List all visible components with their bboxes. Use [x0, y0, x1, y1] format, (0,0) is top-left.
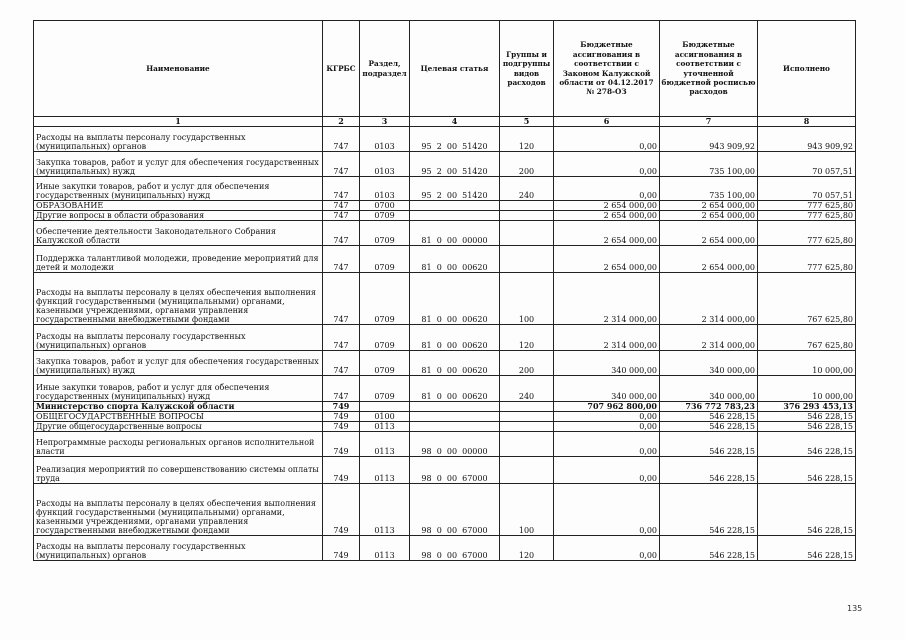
- row-budget-updated: 340 000,00: [660, 376, 758, 402]
- row-budget-law: 2 314 000,00: [554, 325, 660, 351]
- row-name: Другие общегосударственные вопросы: [34, 422, 323, 432]
- row-kgrbs: 747: [323, 177, 360, 201]
- row-budget-updated: 735 100,00: [660, 152, 758, 177]
- row-executed: 546 228,15: [758, 432, 856, 457]
- column-number: 1: [34, 117, 323, 127]
- row-name: Закупка товаров, работ и услуг для обеспечения государственных (муниципальных) нужд: [34, 351, 323, 376]
- row-name: Расходы на выплаты персоналу в целях обеспечения выполнения функций государственными (муниципальными) органами, казенными учреждениями, органами управления государственными внебюджетными фондами: [34, 484, 323, 536]
- table-row: [34, 402, 856, 412]
- row-kgrbs: 749: [323, 484, 360, 536]
- row-kgrbs: 747: [323, 201, 360, 211]
- row-budget-law: 340 000,00: [554, 351, 660, 376]
- row-target: [410, 211, 500, 221]
- row-executed: 546 228,15: [758, 484, 856, 536]
- row-kgrbs: 747: [323, 246, 360, 273]
- table-row: [34, 325, 856, 351]
- row-executed: 546 228,15: [758, 422, 856, 432]
- row-budget-law: 707 962 800,00: [554, 402, 660, 412]
- row-kgrbs: 747: [323, 376, 360, 402]
- row-budget-law: 2 314 000,00: [554, 273, 660, 325]
- row-razdel: 0709: [360, 246, 410, 273]
- row-target: 81 0 00 00620: [410, 273, 500, 325]
- row-kgrbs: 749: [323, 402, 360, 412]
- table-row: [34, 127, 856, 152]
- row-kgrbs: 747: [323, 221, 360, 246]
- row-budget-updated: 546 228,15: [660, 484, 758, 536]
- row-vr: 100: [500, 273, 554, 325]
- column-number: 7: [660, 117, 758, 127]
- row-budget-law: 0,00: [554, 432, 660, 457]
- row-budget-updated: 2 314 000,00: [660, 325, 758, 351]
- header-target: Целевая статья: [410, 21, 500, 117]
- row-razdel: 0103: [360, 152, 410, 177]
- row-vr: 120: [500, 325, 554, 351]
- row-target: 81 0 00 00620: [410, 351, 500, 376]
- row-executed: 767 625,80: [758, 325, 856, 351]
- row-budget-law: 0,00: [554, 484, 660, 536]
- table-row: [34, 536, 856, 561]
- table-row: [34, 422, 856, 432]
- row-razdel: 0100: [360, 412, 410, 422]
- table-row: [34, 201, 856, 211]
- row-budget-updated: 546 228,15: [660, 422, 758, 432]
- row-budget-law: 0,00: [554, 412, 660, 422]
- table-row: [34, 177, 856, 201]
- row-executed: 546 228,15: [758, 412, 856, 422]
- row-target: 81 0 00 00000: [410, 221, 500, 246]
- row-kgrbs: 749: [323, 432, 360, 457]
- row-kgrbs: 747: [323, 211, 360, 221]
- row-razdel: 0709: [360, 351, 410, 376]
- row-name: Иные закупки товаров, работ и услуг для обеспечения государственных (муниципальных) нужд: [34, 177, 323, 201]
- row-target: 98 0 00 67000: [410, 457, 500, 484]
- header-groups: Группы и подгруппы видов расходов: [500, 21, 554, 117]
- row-vr: [500, 221, 554, 246]
- row-budget-law: 2 654 000,00: [554, 221, 660, 246]
- row-budget-updated: 943 909,92: [660, 127, 758, 152]
- row-vr: 240: [500, 177, 554, 201]
- row-executed: 376 293 453,13: [758, 402, 856, 412]
- row-target: [410, 201, 500, 211]
- row-budget-updated: 736 772 783,23: [660, 402, 758, 412]
- row-name: Расходы на выплаты персоналу в целях обеспечения выполнения функций государственными (муниципальными) органами, казенными учреждениями, органами управления государственными внебюджетными фондами: [34, 273, 323, 325]
- table-row: [34, 376, 856, 402]
- row-target: 98 0 00 00000: [410, 432, 500, 457]
- row-executed: 777 625,80: [758, 221, 856, 246]
- row-razdel: 0103: [360, 177, 410, 201]
- table-row: [34, 211, 856, 221]
- table-row: [34, 246, 856, 273]
- table-row: [34, 457, 856, 484]
- header-executed: Исполнено: [758, 21, 856, 117]
- table-body: [34, 127, 856, 561]
- table-row: [34, 221, 856, 246]
- row-vr: [500, 402, 554, 412]
- row-name: Другие вопросы в области образования: [34, 211, 323, 221]
- row-target: 81 0 00 00620: [410, 325, 500, 351]
- row-budget-law: 2 654 000,00: [554, 201, 660, 211]
- row-vr: 120: [500, 536, 554, 561]
- row-vr: [500, 457, 554, 484]
- column-number: 6: [554, 117, 660, 127]
- row-budget-updated: 546 228,15: [660, 412, 758, 422]
- row-name: ОБРАЗОВАНИЕ: [34, 201, 323, 211]
- row-executed: 70 057,51: [758, 177, 856, 201]
- row-budget-law: 0,00: [554, 177, 660, 201]
- row-kgrbs: 749: [323, 422, 360, 432]
- row-razdel: 0709: [360, 376, 410, 402]
- row-budget-law: 0,00: [554, 536, 660, 561]
- row-target: 81 0 00 00620: [410, 376, 500, 402]
- row-name: Закупка товаров, работ и услуг для обеспечения государственных (муниципальных) нужд: [34, 152, 323, 177]
- row-executed: 777 625,80: [758, 211, 856, 221]
- row-kgrbs: 747: [323, 152, 360, 177]
- row-target: 98 0 00 67000: [410, 484, 500, 536]
- row-name: Обеспечение деятельности Законодательного Собрания Калужской области: [34, 221, 323, 246]
- row-budget-updated: 546 228,15: [660, 432, 758, 457]
- row-executed: 70 057,51: [758, 152, 856, 177]
- row-vr: [500, 422, 554, 432]
- row-vr: [500, 432, 554, 457]
- row-budget-updated: 735 100,00: [660, 177, 758, 201]
- row-budget-updated: 2 654 000,00: [660, 246, 758, 273]
- column-number: 2: [323, 117, 360, 127]
- row-budget-law: 0,00: [554, 422, 660, 432]
- row-razdel: 0709: [360, 211, 410, 221]
- header-budget-law: Бюджетные ассигнования в соответствии с Законом Калужской области от 04.12.2017 № 278-ОЗ: [554, 21, 660, 117]
- table-header-row: [34, 21, 856, 117]
- header-razdel: Раздел, подраздел: [360, 21, 410, 117]
- row-kgrbs: 747: [323, 127, 360, 152]
- row-executed: 546 228,15: [758, 536, 856, 561]
- row-budget-updated: 546 228,15: [660, 457, 758, 484]
- row-kgrbs: 747: [323, 351, 360, 376]
- column-number: 3: [360, 117, 410, 127]
- budget-execution-table: [33, 20, 856, 561]
- row-executed: 777 625,80: [758, 246, 856, 273]
- table-row: [34, 484, 856, 536]
- row-razdel: 0700: [360, 201, 410, 211]
- row-kgrbs: 749: [323, 412, 360, 422]
- row-razdel: [360, 402, 410, 412]
- row-vr: 200: [500, 351, 554, 376]
- row-vr: [500, 201, 554, 211]
- row-executed: 10 000,00: [758, 351, 856, 376]
- row-executed: 767 625,80: [758, 273, 856, 325]
- row-budget-updated: 2 654 000,00: [660, 201, 758, 211]
- row-razdel: 0113: [360, 432, 410, 457]
- row-kgrbs: 747: [323, 273, 360, 325]
- row-name: Поддержка талантливой молодежи, проведение мероприятий для детей и молодежи: [34, 246, 323, 273]
- page-number: 135: [847, 604, 863, 613]
- row-target: 95 2 00 51420: [410, 177, 500, 201]
- row-vr: 120: [500, 127, 554, 152]
- row-kgrbs: 747: [323, 325, 360, 351]
- row-vr: 200: [500, 152, 554, 177]
- table-row: [34, 152, 856, 177]
- row-executed: 777 625,80: [758, 201, 856, 211]
- row-razdel: 0103: [360, 127, 410, 152]
- row-name: Непрограммные расходы региональных органов исполнительной власти: [34, 432, 323, 457]
- row-executed: 943 909,92: [758, 127, 856, 152]
- row-razdel: 0113: [360, 422, 410, 432]
- row-budget-updated: 340 000,00: [660, 351, 758, 376]
- table-row: [34, 432, 856, 457]
- row-razdel: 0709: [360, 273, 410, 325]
- row-budget-updated: 2 654 000,00: [660, 221, 758, 246]
- row-budget-updated: 2 314 000,00: [660, 273, 758, 325]
- row-name: ОБЩЕГОСУДАРСТВЕННЫЕ ВОПРОСЫ: [34, 412, 323, 422]
- row-target: 98 0 00 67000: [410, 536, 500, 561]
- row-budget-updated: 2 654 000,00: [660, 211, 758, 221]
- row-razdel: 0113: [360, 536, 410, 561]
- row-budget-law: 0,00: [554, 457, 660, 484]
- row-target: 95 2 00 51420: [410, 152, 500, 177]
- row-vr: 100: [500, 484, 554, 536]
- table-row: [34, 273, 856, 325]
- row-budget-law: 2 654 000,00: [554, 246, 660, 273]
- column-number: 4: [410, 117, 500, 127]
- row-razdel: 0709: [360, 221, 410, 246]
- row-executed: 546 228,15: [758, 457, 856, 484]
- row-name: Иные закупки товаров, работ и услуг для обеспечения государственных (муниципальных) нужд: [34, 376, 323, 402]
- row-target: [410, 412, 500, 422]
- row-budget-updated: 546 228,15: [660, 536, 758, 561]
- table-row: [34, 412, 856, 422]
- row-target: [410, 402, 500, 412]
- row-name: Расходы на выплаты персоналу государственных (муниципальных) органов: [34, 536, 323, 561]
- row-name: Расходы на выплаты персоналу государственных (муниципальных) органов: [34, 325, 323, 351]
- row-vr: [500, 246, 554, 273]
- row-razdel: 0113: [360, 457, 410, 484]
- row-vr: [500, 211, 554, 221]
- column-number-row: [34, 117, 856, 127]
- row-kgrbs: 749: [323, 536, 360, 561]
- row-budget-law: 0,00: [554, 152, 660, 177]
- row-executed: 10 000,00: [758, 376, 856, 402]
- row-razdel: 0113: [360, 484, 410, 536]
- row-budget-law: 340 000,00: [554, 376, 660, 402]
- table-row: [34, 351, 856, 376]
- row-vr: [500, 412, 554, 422]
- row-name: Реализация мероприятий по совершенствованию системы оплаты труда: [34, 457, 323, 484]
- column-number: 5: [500, 117, 554, 127]
- row-name: Министерство спорта Калужской области: [34, 402, 323, 412]
- row-budget-law: 0,00: [554, 127, 660, 152]
- row-kgrbs: 749: [323, 457, 360, 484]
- row-target: 81 0 00 00620: [410, 246, 500, 273]
- column-number: 8: [758, 117, 856, 127]
- header-kgrbs: КГРБС: [323, 21, 360, 117]
- row-name: Расходы на выплаты персоналу государственных (муниципальных) органов: [34, 127, 323, 152]
- row-budget-law: 2 654 000,00: [554, 211, 660, 221]
- row-razdel: 0709: [360, 325, 410, 351]
- header-name: Наименование: [34, 21, 323, 117]
- row-vr: 240: [500, 376, 554, 402]
- row-target: [410, 422, 500, 432]
- row-target: 95 2 00 51420: [410, 127, 500, 152]
- header-budget-updated: Бюджетные ассигнования в соответствии с уточненной бюджетной росписью расходов: [660, 21, 758, 117]
